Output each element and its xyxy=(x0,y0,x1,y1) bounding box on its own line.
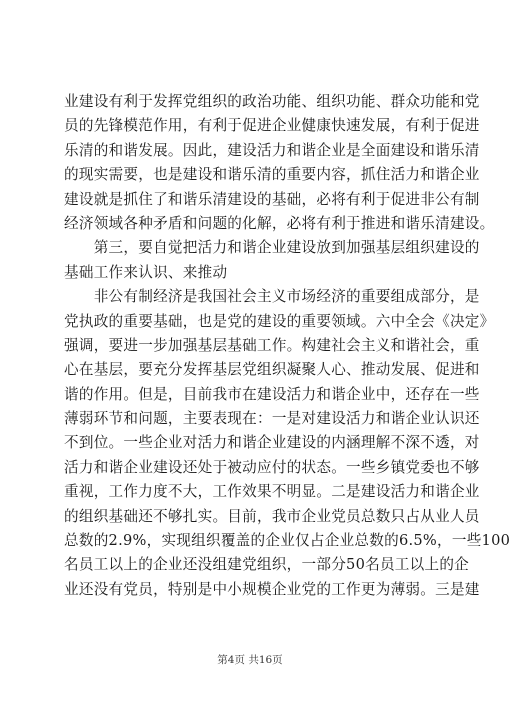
text-line: 经济领域各种矛盾和问题的化解，必将有利于推进和谐乐清建设。 xyxy=(64,214,495,232)
text-line: 谐的作用。但是，目前我市在建设活力和谐企业中，还存在一些 xyxy=(64,385,480,403)
text-line: 乐清的和谐发展。因此，建设活力和谐企业是全面建设和谐乐清 xyxy=(64,141,480,159)
text-line: 业还没有党员，特别是中小规模企业党的工作更为薄弱。三是建 xyxy=(64,580,480,598)
text-line: 活力和谐企业建设还处于被动应付的状态。一些乡镇党委也不够 xyxy=(64,458,480,476)
text-line: 名员工以上的企业还没组建党组织，一部分50名员工以上的企 xyxy=(64,556,470,574)
text-line: 强调，要进一步加强基层基础工作。构建社会主义和谐社会，重 xyxy=(64,336,480,354)
text-line: 非公有制经济是我国社会主义市场经济的重要组成部分，是 xyxy=(64,288,480,306)
text-line: 建设就是抓住了和谐乐清建设的基础，必将有利于促进非公有制 xyxy=(64,190,480,208)
page-number-footer: 第4页 共16页 xyxy=(217,654,283,666)
text-line: 的现实需要，也是建设和谐乐清的重要内容，抓住活力和谐企业 xyxy=(64,166,480,184)
text-line: 心在基层，要充分发挥基层党组织凝聚人心、推动发展、促进和 xyxy=(64,361,480,379)
text-line: 员的先锋模范作用，有利于促进企业健康快速发展，有利于促进 xyxy=(64,117,480,135)
text-line: 薄弱环节和问题，主要表现在：一是对建设活力和谐企业认识还 xyxy=(64,410,480,428)
text-line: 业建设有利于发挥党组织的政治功能、组织功能、群众功能和党 xyxy=(64,93,480,110)
body-text xyxy=(64,90,510,602)
text-line: 总数的2.9%，实现组织覆盖的企业仅占企业总数的6.5%，一些100 xyxy=(64,532,510,550)
paragraph-heading-line: 基础工作来认识、来推动 xyxy=(64,263,228,281)
text-line: 党执政的重要基础，也是党的建设的重要领域。六中全会《决定》 xyxy=(64,312,495,330)
paragraph-heading-line: 第三，要自觉把活力和谐企业建设放到加强基层组织建设的 xyxy=(64,239,480,257)
text-line: 重视，工作力度不大，工作效果不明显。二是建设活力和谐企业 xyxy=(64,483,480,501)
text-line: 不到位。一些企业对活力和谐企业建设的内涵理解不深不透，对 xyxy=(64,434,480,452)
text-line: 的组织基础还不够扎实。目前，我市企业党员总数只占从业人员 xyxy=(64,507,480,525)
